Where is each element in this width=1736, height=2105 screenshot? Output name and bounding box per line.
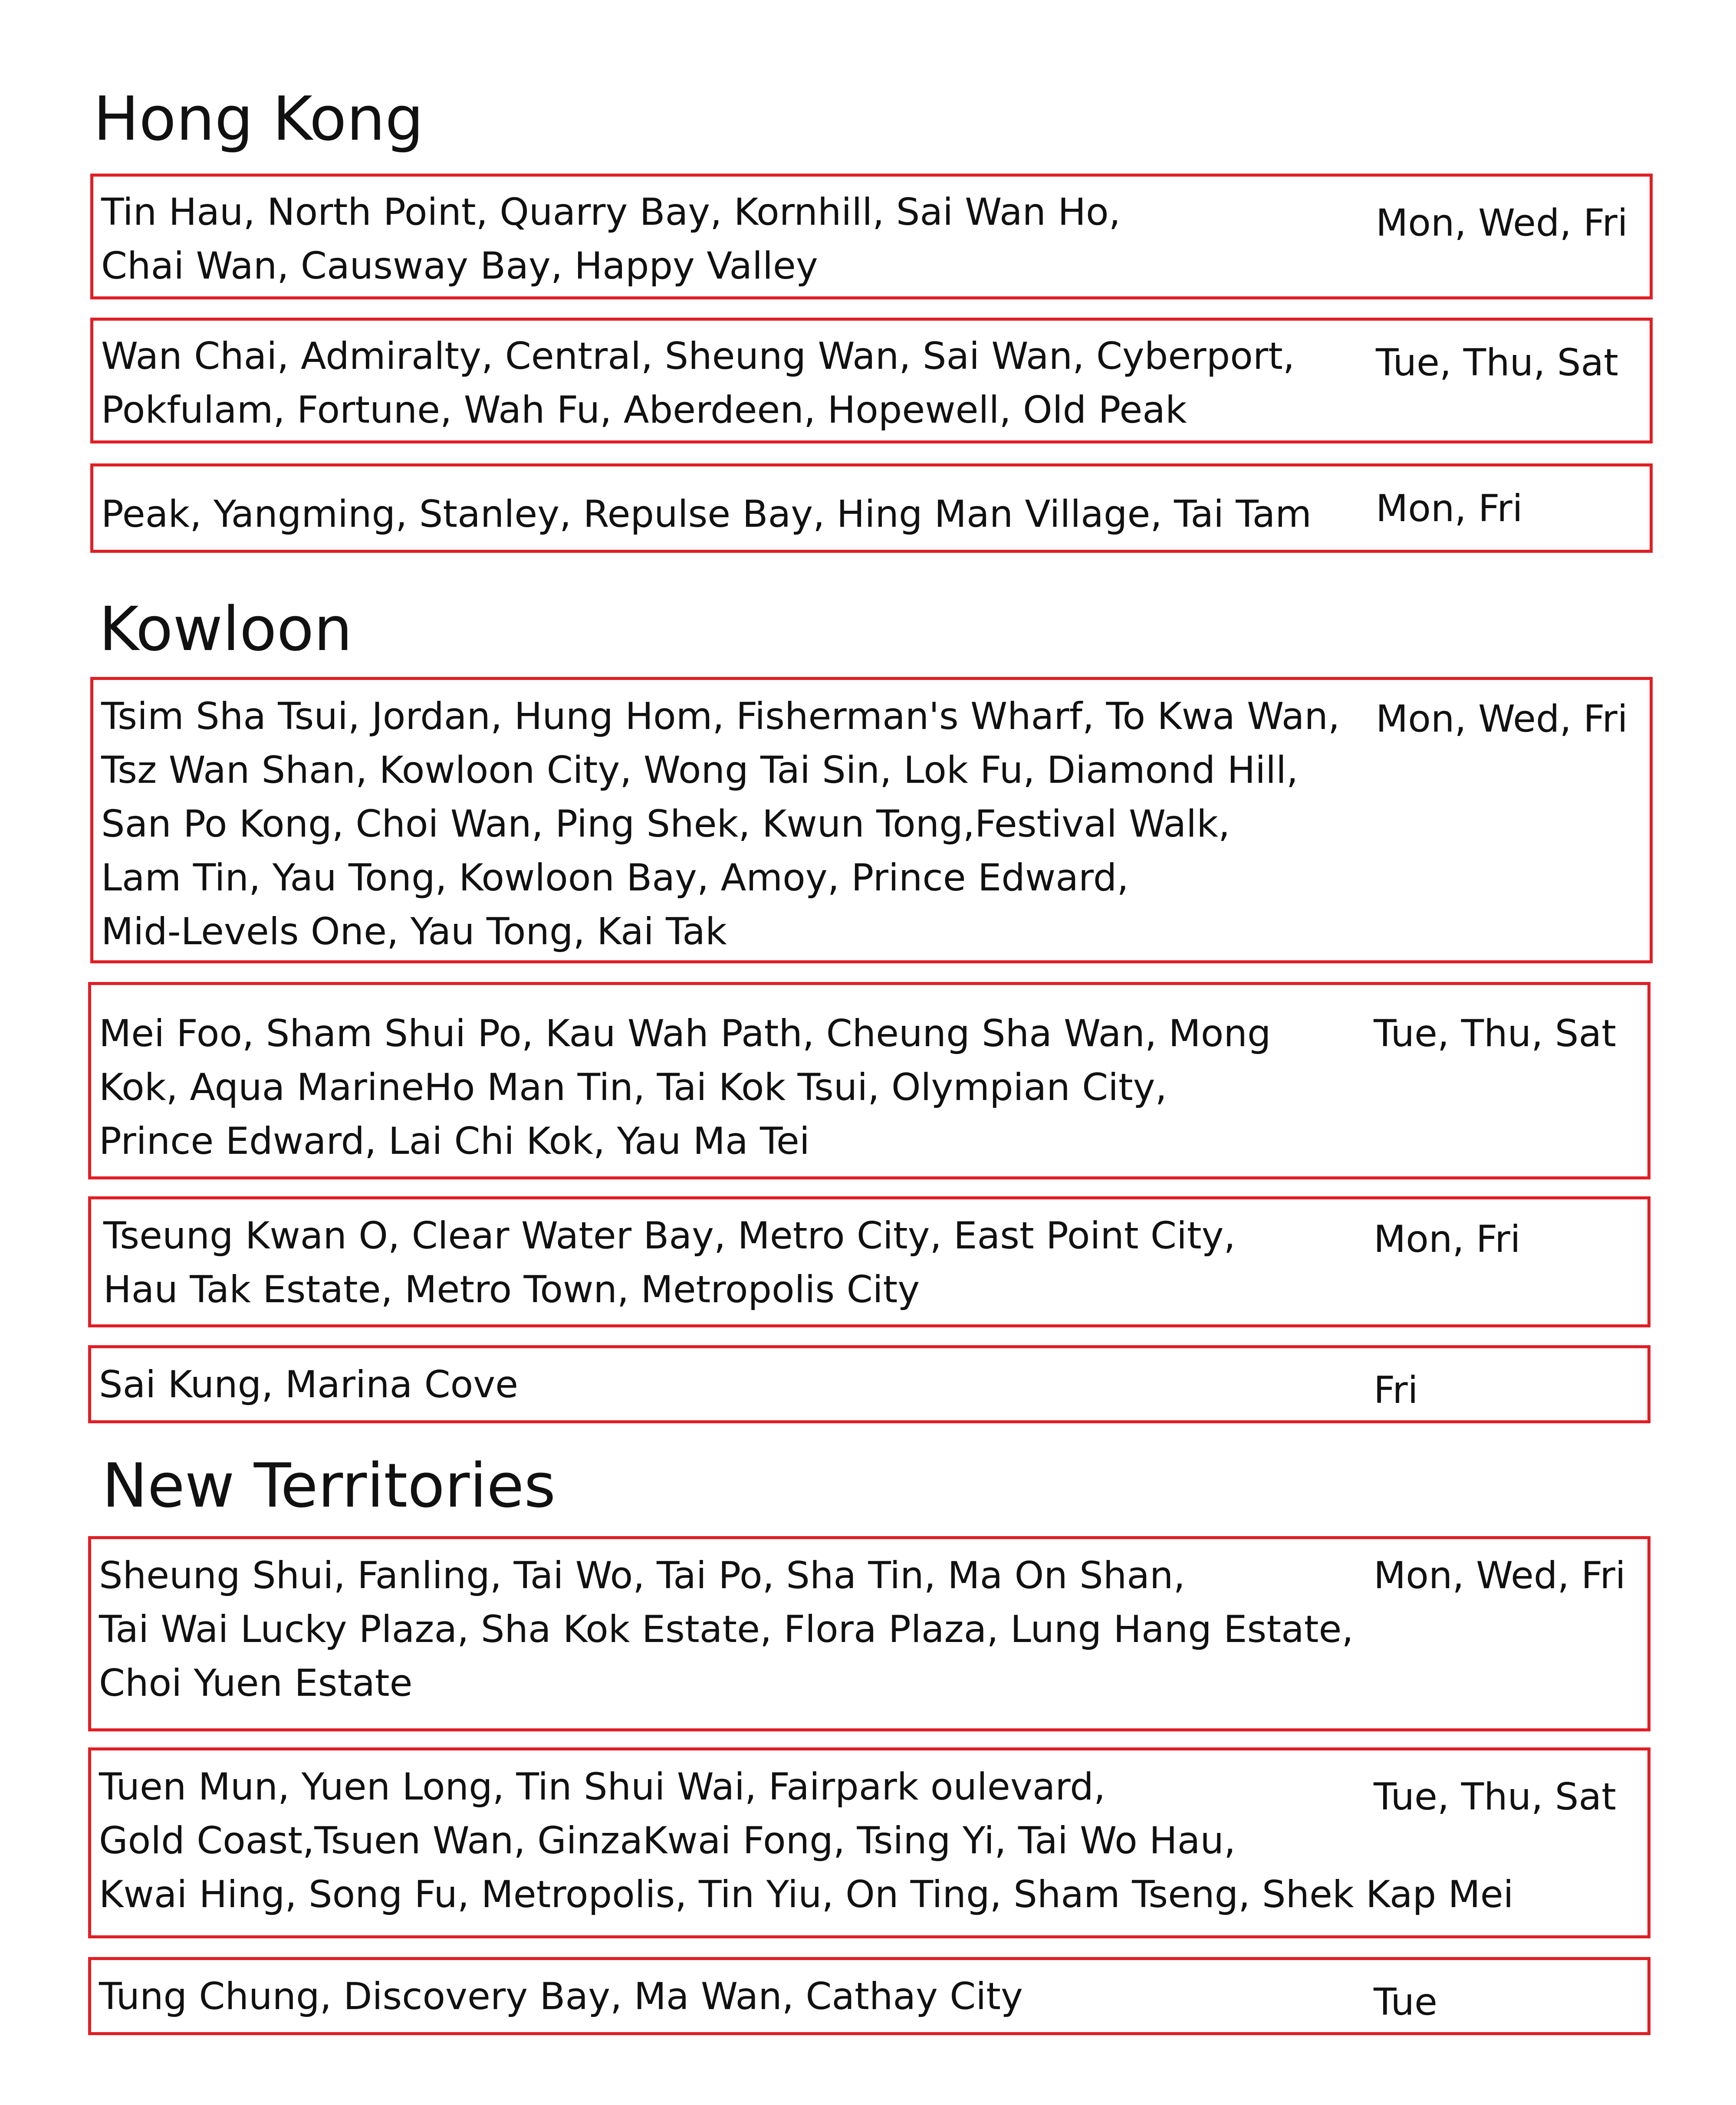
zone-box: [88, 1536, 1651, 1731]
zone-days: Tue, Thu, Sat: [1376, 341, 1618, 384]
zone-box: [90, 463, 1653, 553]
zone-areas: Wan Chai, Admiralty, Central, Sheung Wan, Sai Wan, Cyberport, Pokfulam, Fortune, Wah Fu, Aberdeen, Hopewell, Old Peak: [101, 335, 1295, 432]
zone-areas: Tuen Mun, Yuen Long, Tin Shui Wai, Fairpark oulevard, Gold Coast,Tsuen Wan, GinzaKwai Fong, Tsing Yi, Tai Wo Hau, Kwai Hing, Song Fu, Metropolis, Tin Yiu, On Ting, Sham Tseng, Shek Kap Mei: [99, 1765, 1514, 1916]
zone-box: [90, 318, 1653, 443]
zone-areas: Tseung Kwan O, Clear Water Bay, Metro City, East Point City, Hau Tak Estate, Metro Town, Metropolis City: [103, 1214, 1236, 1311]
zone-days: Mon, Fri: [1374, 1218, 1521, 1261]
section-title-kowloon: Kowloon: [99, 594, 352, 665]
zone-days: Tue: [1374, 1980, 1437, 2024]
zone-areas: Tung Chung, Discovery Bay, Ma Wan, Cathay City: [99, 1975, 1023, 2018]
zone-areas: Sai Kung, Marina Cove: [99, 1363, 519, 1406]
zone-areas: Sheung Shui, Fanling, Tai Wo, Tai Po, Sha Tin, Ma On Shan, Tai Wai Lucky Plaza, Sha Kok Estate, Flora Plaza, Lung Hang Estate, Choi Yuen Estate: [99, 1554, 1354, 1705]
zone-days: Mon, Fri: [1376, 487, 1523, 530]
section-title-hong-kong: Hong Kong: [93, 84, 424, 154]
zone-box: [88, 1345, 1651, 1423]
zone-days: Mon, Wed, Fri: [1376, 201, 1628, 245]
zone-days: Tue, Thu, Sat: [1374, 1012, 1616, 1055]
zone-areas: Tsim Sha Tsui, Jordan, Hung Hom, Fisherman's Wharf, To Kwa Wan, Tsz Wan Shan, Kowloon City, Wong Tai Sin, Lok Fu, Diamond Hill, San Po Kong, Choi Wan, Ping Shek, Kwun Tong,Festival Walk, Lam Tin, Yau Tong, Kowloon Bay, Amoy, Prince Edward, Mid-Levels One, Yau Tong, Kai Tak: [101, 695, 1340, 953]
zone-days: Fri: [1374, 1369, 1418, 1412]
zone-days: Mon, Wed, Fri: [1376, 697, 1628, 741]
zone-box: [90, 677, 1653, 963]
zone-box: [88, 1747, 1651, 1938]
zone-days: Tue, Thu, Sat: [1374, 1775, 1616, 1819]
zone-areas: Peak, Yangming, Stanley, Repulse Bay, Hing Man Village, Tai Tam: [101, 493, 1312, 536]
zone-box: [88, 1957, 1651, 2035]
zone-areas: Mei Foo, Sham Shui Po, Kau Wah Path, Cheung Sha Wan, Mong Kok, Aqua MarineHo Man Tin, Tai Kok Tsui, Olympian City, Prince Edward, Lai Chi Kok, Yau Ma Tei: [99, 1012, 1271, 1163]
section-title-new-territories: New Territories: [102, 1451, 556, 1521]
zone-box: [88, 1196, 1651, 1327]
zone-box: [88, 982, 1651, 1179]
zone-days: Mon, Wed, Fri: [1374, 1554, 1626, 1597]
zone-areas: Tin Hau, North Point, Quarry Bay, Kornhill, Sai Wan Ho, Chai Wan, Causway Bay, Happy Valley: [101, 190, 1121, 288]
zone-box: [90, 174, 1653, 299]
